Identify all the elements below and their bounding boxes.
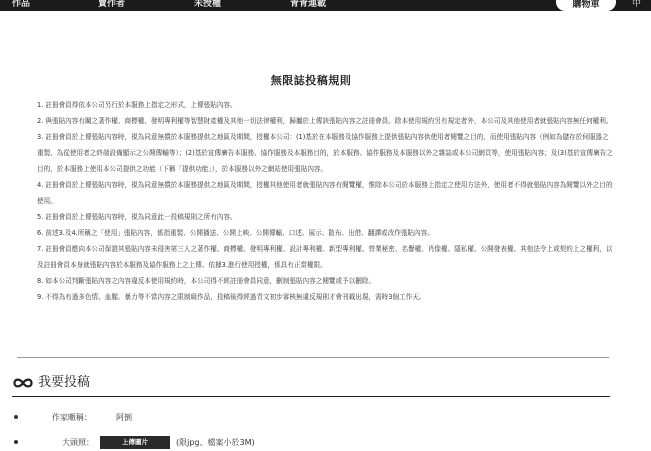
rule-item: 9. 不得為有過多色情、血腥、暴力等不當內容之限制級作品，投稿後得經過青文初步審核無違反規則才會刊載出現，需時3個工作天。 [37, 293, 426, 301]
rule-item: 3. 註冊會員於上傳張貼內容時，視為同意無償於本服務提供之地區及期間，授權本公司：(1)基於在本服務及協作服務上提供張貼內容供使用者閱覽之目的，而使用張貼內容（例如為儲存於伺服器之重製、為從使用者之終端設備顯示之公開傳輸等）；(2)基於宣傳廣告本服務、協作服務及本服務目的，於本服務、協作服務及本服務以外之雜誌或本公司網頁等，使用張貼內容；及(3)基於宣傳廣告之目的，於本服務上使用本公司提供之功能（下稱「提供功能」），於本服務以外之網站使用張貼內容。 [37, 133, 613, 173]
rule-item: 7. 註冊會員應向本公司保證其張貼內容未侵害第三人之著作權、商標權、發明專利權、設計專利權、新型專利權、營業秘密、名譽權、肖像權、隱私權、公開發表權、其他法令上或契約上之權利，以及註冊會員本身就張貼內容於本服務及協作服務上之上傳、依據3.進行使用授權，係具有正當權限。 [37, 245, 613, 269]
rule-item: 5. 註冊會員於上傳張貼內容時，視為同意此一投稿規則之所有內容。 [37, 213, 237, 221]
nav-item-serial[interactable]: 青青連載 [290, 0, 327, 9]
author-nickname-row [14, 411, 414, 425]
language-switch[interactable]: 中 [632, 0, 642, 9]
rule-item: 6. 前述3.及4.所稱之「使用」張貼內容，係指重製、公開播送、公開上映、公開傳輸、口述、展示、散布、出借、翻譯或改作張貼內容。 [37, 229, 434, 237]
rule-item: 8. 如本公司判斷張貼內容之內容違反本使用規約時，本公司得不經註冊會員同意，刪制張貼內容之閱覽或予以刪除。 [37, 277, 376, 285]
rule-item: 1. 註冊會員得依本公司另行於本服務上指定之形式，上傳張貼內容。 [37, 101, 237, 109]
section-title: 我要投稿 [38, 375, 91, 390]
avatar-row [14, 436, 414, 450]
rule-item: 4. 註冊會員於上傳張貼內容時，視為同意無償於本服務提供之地區及期間，授權其他使用者就張貼內容有閱覽權，惟除本公司於本服務上指定之使用方法外，使用者不得就張貼內容為閱覽以外之目的使用。 [37, 181, 613, 205]
top-navigation-bar [0, 0, 651, 11]
nav-item-unauthorized[interactable]: 未授權 [194, 0, 222, 9]
nav-item-works[interactable]: 作品 [12, 0, 31, 9]
upload-image-button[interactable]: 上傳圖片 [100, 436, 170, 449]
author-nickname-value: 阿倒 [116, 413, 132, 422]
cart-button[interactable]: 購物車 [556, 0, 616, 11]
rules-title: 無限誌投稿規則 [270, 74, 352, 87]
infinity-icon [12, 376, 34, 390]
nav-item-sellers[interactable]: 賣作者 [98, 0, 126, 9]
rule-item: 2. 與張貼內容有關之著作權、商標權、發明專利權等智慧財產權及其他一切法律權利，歸屬於上傳該張貼內容之註冊會員。除本使用規約另有規定者外，本公司及其他使用者就張貼內容無任何權利。 [37, 117, 613, 125]
bullet-icon [14, 415, 18, 419]
bullet-icon [14, 440, 18, 444]
section-underline [12, 396, 610, 397]
rules-list [25, 97, 615, 305]
avatar-label: 大頭照： [62, 438, 94, 447]
rules-divider [17, 357, 609, 358]
upload-hint: (限jpg、檔案小於3M) [176, 438, 255, 447]
author-nickname-label: 作家暱稱： [52, 413, 92, 422]
